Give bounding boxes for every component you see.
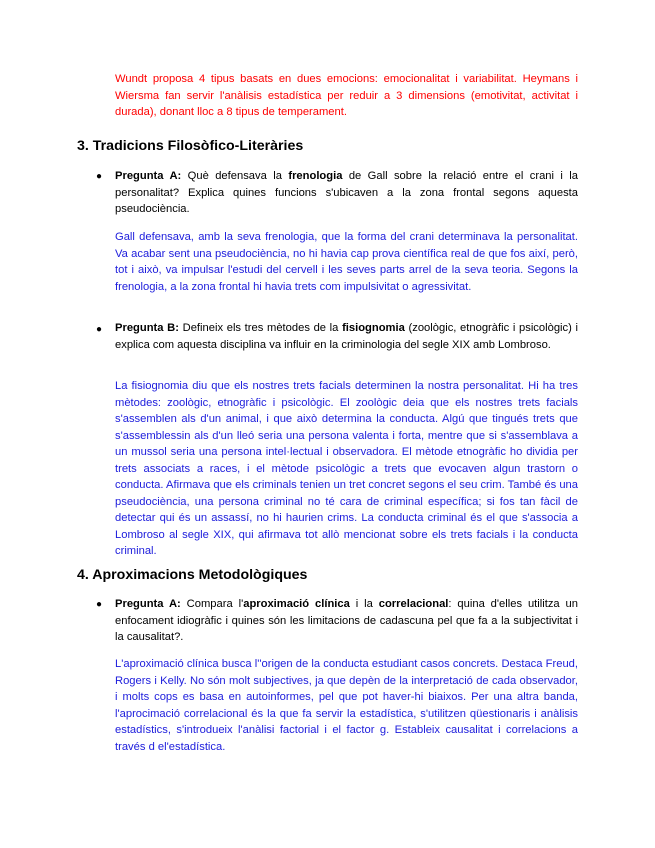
intro-paragraph: Wundt proposa 4 tipus basats en dues emocions: emocionalitat i variabilitat. Heymans i Wiersma fan servir l'anàlisis estadística per reduir a 3 dimensions (emotivitat, activitat i durada), donant lloc a 8 tipus de temperament. (115, 73, 578, 118)
section-3-heading: 3. Tradicions Filosòfico-Literàries (77, 138, 304, 154)
bullet: ● (96, 171, 103, 182)
question-3b (115, 320, 578, 353)
section-4-heading: 4. Aproximacions Metodològiques (77, 567, 308, 583)
question-text: de Gall sobre la relació entre el crani i la personalitat? Explica quines funcions s'ubicaven a la zona frontal segons aquesta pseudociència. (115, 170, 578, 215)
bullet: ● (96, 599, 103, 610)
question-keyword: aproximació clínica (243, 598, 350, 610)
question-text: Defineix els tres mètodes de la (178, 322, 343, 334)
answer-3a: Gall defensava, amb la seva frenologia, que la forma del crani determinava la personalitat. Va acabar sent una pseudociència, no hi havia cap prova científica real de que fos així, però, tot i això, va impulsar l'estudi del cervell i les seves parts arrel de la seva teoria. Segons la frenologia, a la zona frontal hi havia trets com impulsivitat o agressivitat. (115, 231, 578, 293)
question-3a (115, 168, 578, 218)
question-keyword: frenologia (288, 170, 343, 182)
question-keyword: fisiognomia (342, 322, 405, 334)
question-text: (zoològic, etnogràfic i psicològic) i explica com aquesta disciplina va influir en la criminologia del segle XIX amb Lombroso. (115, 322, 579, 351)
question-label: Pregunta A: (115, 170, 182, 182)
question-text: Què defensava la (181, 170, 289, 182)
answer-4a: L'aproximació clínica busca l''origen de la conducta estudiant casos concrets. Destaca Freud, Rogers i Kelly. No són molt subjectives, ja que depèn de la interpretació de cada observador, i molts cops es basa en autoinformes, pel que pot haver-hi biaixos. Per una altra banda, l'aprocimació correlacional és la que fa servir la estadística, s'utilitzen qüestionaris i anàlisis estadístics, s'introdueix l'anàlisi factorial i el factor g. Estableix causalitat i correlacions a través d el'estadística. (115, 658, 578, 753)
question-label: Pregunta B: (115, 322, 179, 334)
question-4a (115, 596, 578, 646)
question-label: Pregunta A: (115, 598, 181, 610)
question-text: Compara l' (180, 598, 244, 610)
bullet: ● (96, 324, 103, 335)
question-text: : quina d'elles utilitza un enfocament idiogràfic i quines són les limitacions de cadascuna pel que fa a la subjectivitat i la causalitat?. (115, 598, 579, 643)
answer-3b: La fisiognomia diu que els nostres trets facials determinen la nostra personalitat. Hi ha tres mètodes: zoològic, etnogràfic i psicològic. El zoològic deia que els nostres trets facials s'assemblen als d'un animal, i que això determina la conducta. Algú que tingués trets que s'assemblessin als d'un lleó seria una persona valenta i forta, mentre que si s'assemblava a un mussol seria una persona intel·lectual i observadora. El mètode etnogràfic ho dividia per trets associats a races, i el mètode psicològic a trets que evocaven algun trastorn o conducta. Afirmava que els criminals tenien un tret concret segons el seu crim. També és una pseudociència, una persona criminal no té cara de criminal específica; si fos tan fàcil de detectar qui és un assassí, no hi haurien crims. La conducta criminal és el que s'associa a Lombroso al segle XIX, qui afirmava tot allò mencionat sobre els trets facials i la conducta criminal. (115, 380, 578, 557)
question-keyword: correlacional (378, 598, 449, 610)
question-text: i la (349, 598, 379, 610)
